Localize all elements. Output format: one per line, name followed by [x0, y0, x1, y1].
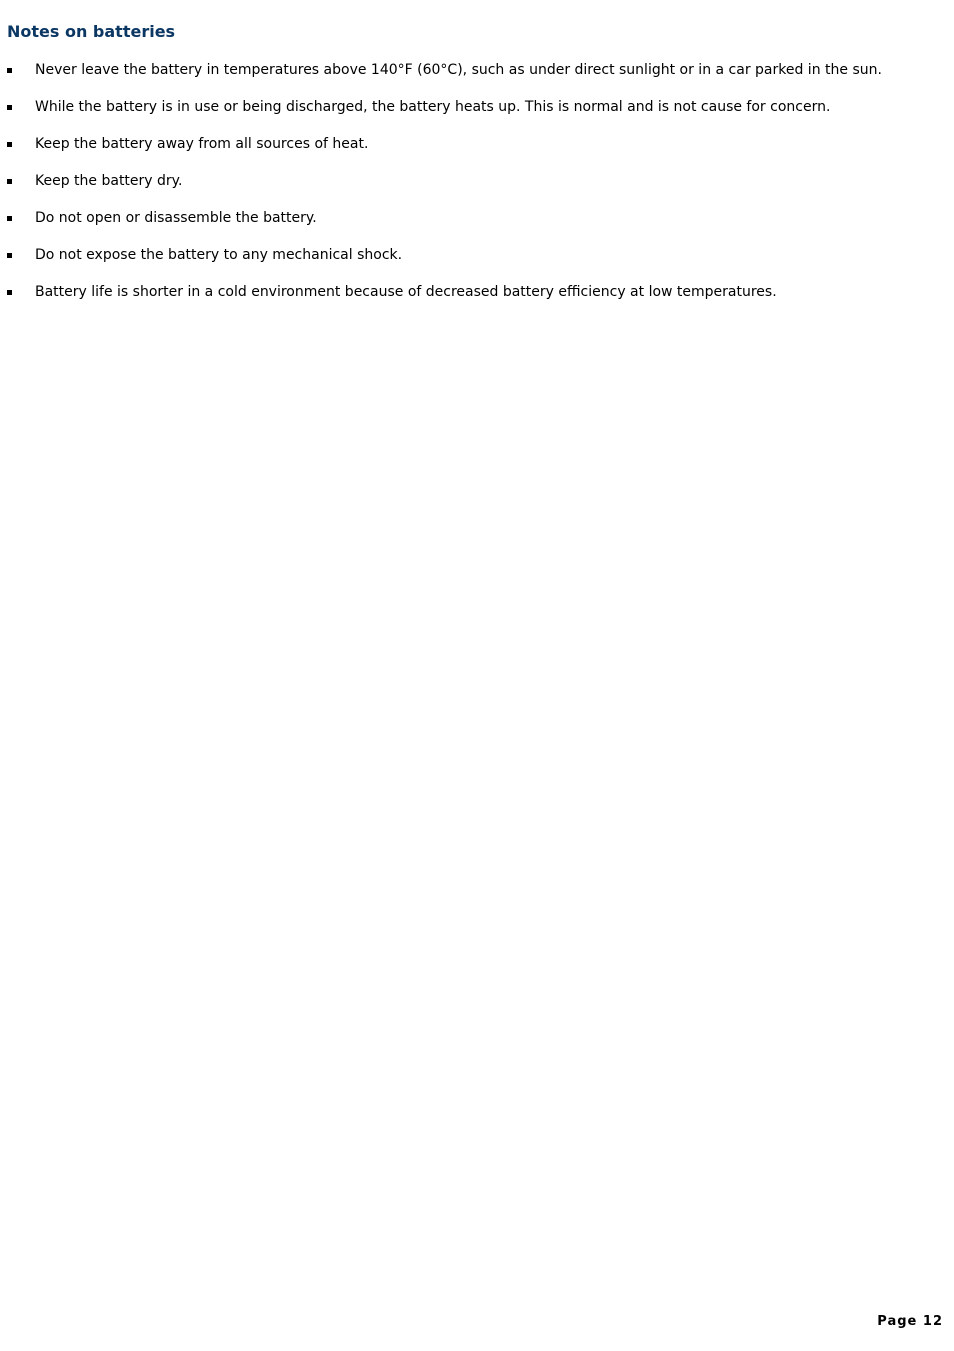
note-text: Never leave the battery in temperatures above 140°F (60°C), such as under direct sunlight or in a car parked in the sun. — [35, 62, 882, 78]
list-item — [0, 246, 954, 264]
page-number: Page 12 — [877, 1314, 943, 1329]
square-bullet-icon — [7, 253, 12, 258]
list-item — [0, 61, 954, 79]
note-text: Keep the battery away from all sources of heat. — [35, 136, 369, 152]
square-bullet-icon — [7, 68, 12, 73]
square-bullet-icon — [7, 142, 12, 147]
list-item — [0, 283, 954, 301]
square-bullet-icon — [7, 105, 12, 110]
square-bullet-icon — [7, 179, 12, 184]
note-text: Do not expose the battery to any mechanical shock. — [35, 247, 403, 263]
note-text: Keep the battery dry. — [35, 173, 183, 189]
list-item — [0, 172, 954, 190]
square-bullet-icon — [7, 216, 12, 221]
note-text: Battery life is shorter in a cold environment because of decreased battery efficiency at low temperatures. — [35, 284, 777, 300]
note-text: While the battery is in use or being discharged, the battery heats up. This is normal and is not cause for concern. — [35, 99, 831, 115]
list-item — [0, 98, 954, 116]
note-text: Do not open or disassemble the battery. — [35, 210, 317, 226]
notes-list — [0, 61, 954, 320]
page-title: Notes on batteries — [7, 22, 176, 41]
list-item — [0, 135, 954, 153]
list-item — [0, 209, 954, 227]
square-bullet-icon — [7, 290, 12, 295]
